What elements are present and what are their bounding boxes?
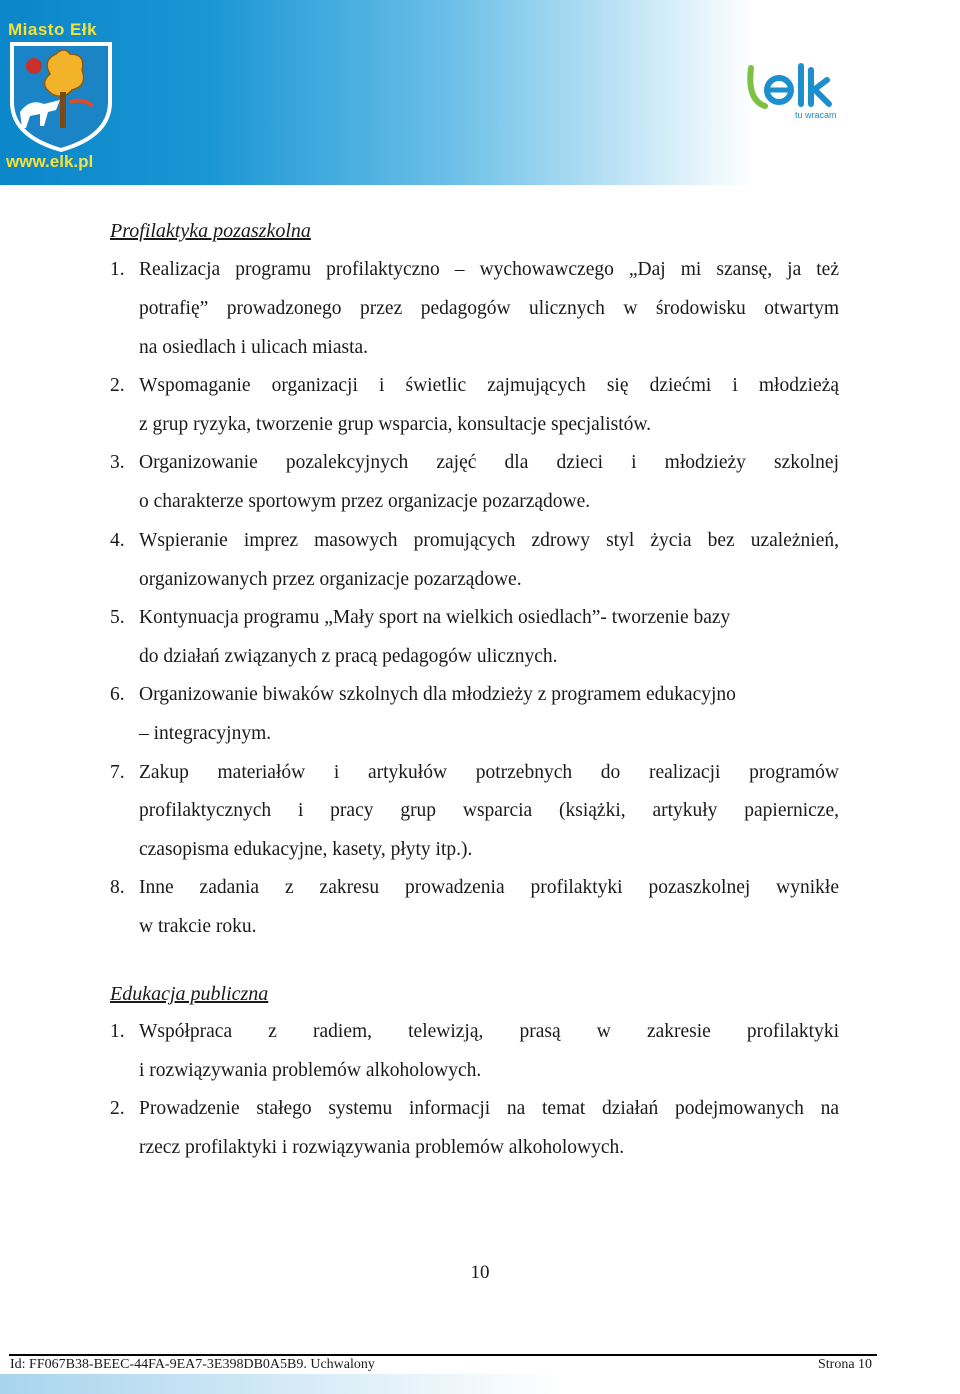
coa-url: www.elk.pl: [6, 152, 94, 171]
section-title-edukacja: Edukacja publiczna: [110, 983, 269, 1005]
section-title-profilaktyka: Profilaktyka pozaszkolna: [110, 220, 311, 242]
page-number: 10: [470, 1262, 490, 1283]
coa-title: Miasto Ełk: [8, 20, 98, 39]
document-id: Id: FF067B38-BEEC-44FA-9EA7-3E398DB0A5B9. Uchwalony: [10, 1357, 375, 1372]
page-label: Strona 10: [818, 1357, 873, 1372]
logo-tagline: tu wracam: [795, 110, 837, 120]
footer-banner: [0, 1374, 943, 1394]
footer-divider: [9, 1354, 877, 1356]
coat-of-arms-icon: [4, 40, 118, 152]
